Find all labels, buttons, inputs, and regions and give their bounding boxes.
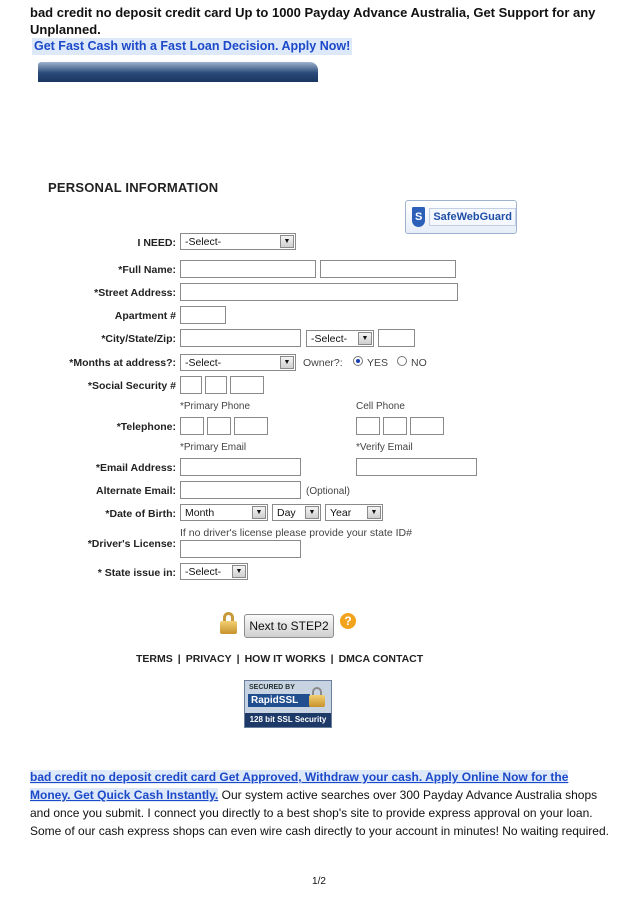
dob-month-value: Month <box>185 506 215 519</box>
optional-label: (Optional) <box>306 486 350 497</box>
months-select-value: -Select- <box>185 356 222 369</box>
license-hint: If no driver's license please provide your state ID# <box>180 527 412 539</box>
state-issue-select[interactable] <box>180 563 248 580</box>
footer-links: TERMS | PRIVACY | HOW IT WORKS | DMCA CONTACT <box>136 653 424 665</box>
primary-email-label: *Primary Email <box>180 442 247 453</box>
chevron-down-icon: ▼ <box>305 506 319 519</box>
dob-label: *Date of Birth: <box>105 508 176 520</box>
first-name-input[interactable] <box>180 260 316 278</box>
phone-area-input[interactable] <box>180 417 204 435</box>
owner-no-label: NO <box>411 357 427 369</box>
state-select-value: -Select- <box>311 332 348 345</box>
ssn-part2-input[interactable] <box>205 376 227 394</box>
ssl-strength: 128 bit SSL Security <box>245 713 331 727</box>
zip-input[interactable] <box>378 329 415 347</box>
dob-day-select[interactable] <box>272 504 321 521</box>
primary-phone-label: *Primary Phone <box>180 401 251 412</box>
dmca-contact-link[interactable]: DMCA CONTACT <box>338 653 424 665</box>
license-input[interactable] <box>180 540 301 558</box>
apartment-label: Apartment # <box>114 310 176 322</box>
ssl-brand: RapidSSL <box>248 694 310 707</box>
terms-link[interactable]: TERMS <box>136 653 173 665</box>
owner-yes-radio[interactable] <box>353 356 363 366</box>
months-label: *Months at address?: <box>69 357 176 369</box>
dob-year-value: Year <box>330 506 352 519</box>
ssl-secured-by: SECURED BY <box>249 684 295 691</box>
city-state-zip-label: *City/State/Zip: <box>101 333 176 345</box>
shield-icon: S <box>412 207 425 227</box>
owner-label: Owner?: <box>303 357 343 369</box>
chevron-down-icon: ▼ <box>280 356 294 369</box>
verify-email-input[interactable] <box>356 458 477 476</box>
need-label: I NEED: <box>137 237 176 249</box>
license-label: *Driver's License: <box>87 538 176 550</box>
dob-month-select[interactable] <box>180 504 268 521</box>
owner-no-radio[interactable] <box>397 356 407 366</box>
dob-day-value: Day <box>277 506 296 519</box>
months-select[interactable] <box>180 354 296 371</box>
page-number: 1/2 <box>312 876 326 887</box>
state-issue-value: -Select- <box>185 565 222 578</box>
hero-banner <box>38 62 318 82</box>
apartment-input[interactable] <box>180 306 226 324</box>
cell-area-input[interactable] <box>356 417 380 435</box>
state-issue-label: * State issue in: <box>97 567 176 579</box>
safewebguard-seal[interactable] <box>405 200 517 234</box>
email-label: *Email Address: <box>95 462 176 474</box>
padlock-icon <box>309 687 325 707</box>
chevron-down-icon: ▼ <box>358 332 372 345</box>
verify-email-label: *Verify Email <box>356 442 413 453</box>
dob-year-select[interactable] <box>325 504 383 521</box>
get-approved-link[interactable]: bad credit no deposit credit card Get Approved, Withdraw your cash. Apply Online Now for the Money. Get Quick Cash Instantly. <box>30 770 569 802</box>
lock-icon <box>220 612 237 634</box>
city-input[interactable] <box>180 329 301 347</box>
ssn-part1-input[interactable] <box>180 376 202 394</box>
chevron-down-icon: ▼ <box>367 506 381 519</box>
chevron-down-icon: ▼ <box>252 506 266 519</box>
seal-label: SafeWebGuard <box>429 208 516 226</box>
need-select[interactable] <box>180 233 296 250</box>
telephone-label: *Telephone: <box>116 421 176 433</box>
cell-line-input[interactable] <box>410 417 444 435</box>
phone-prefix-input[interactable] <box>207 417 231 435</box>
next-step-button[interactable]: Next to STEP2 <box>244 614 334 638</box>
owner-yes-label: YES <box>367 357 389 369</box>
ssn-label: *Social Security # <box>87 380 176 392</box>
last-name-input[interactable] <box>320 260 456 278</box>
body-paragraph <box>30 768 610 840</box>
street-label: *Street Address: <box>94 287 176 299</box>
body-text: Our system active searches over 300 Payday Advance Australia shops and once you submit. I connect you directly to a best shop's site to provide express approval on your loan. Some of our cash express shops can even wire cash directly to your account in minutes! No waiting required. <box>30 788 609 838</box>
need-select-value: -Select- <box>185 235 222 248</box>
page-title: bad credit no deposit credit card Up to 1000 Payday Advance Australia, Get Support for any Unplanned. <box>30 5 596 37</box>
chevron-down-icon: ▼ <box>280 235 294 248</box>
cell-phone-label: Cell Phone <box>356 401 405 412</box>
street-input[interactable] <box>180 283 458 301</box>
phone-line-input[interactable] <box>234 417 268 435</box>
help-icon[interactable]: ? <box>340 613 356 629</box>
how-it-works-link[interactable]: HOW IT WORKS <box>244 653 326 665</box>
alt-email-input[interactable] <box>180 481 301 499</box>
apply-now-link[interactable]: Get Fast Cash with a Fast Loan Decision. Apply Now! <box>34 39 351 53</box>
full-name-label: *Full Name: <box>118 264 176 276</box>
privacy-link[interactable]: PRIVACY <box>185 653 232 665</box>
state-select[interactable] <box>306 330 374 347</box>
ssn-part3-input[interactable] <box>230 376 264 394</box>
email-input[interactable] <box>180 458 301 476</box>
form-heading: PERSONAL INFORMATION <box>48 180 219 195</box>
cell-prefix-input[interactable] <box>383 417 407 435</box>
alt-email-label: Alternate Email: <box>96 485 176 497</box>
chevron-down-icon: ▼ <box>232 565 246 578</box>
rapidssl-badge[interactable] <box>244 680 332 728</box>
